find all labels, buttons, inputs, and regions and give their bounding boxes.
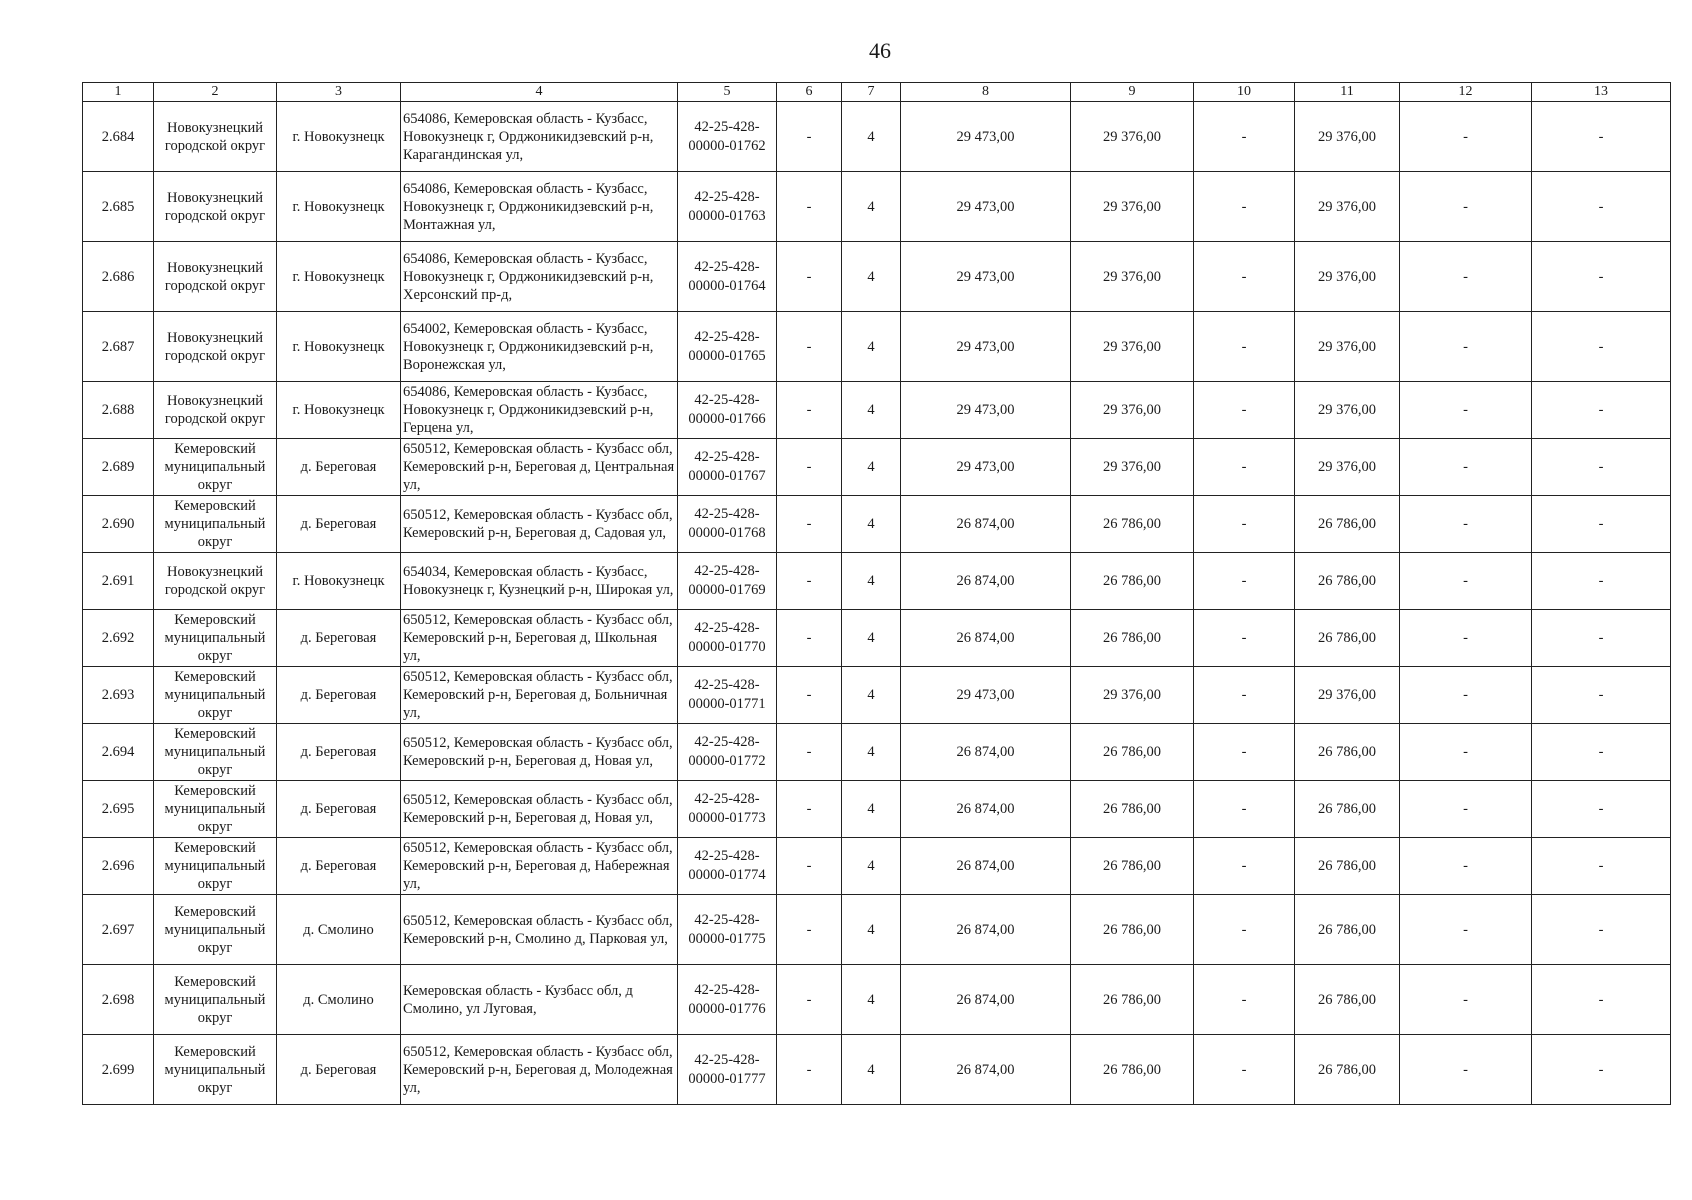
cell-col-8: 26 874,00 <box>901 895 1071 965</box>
cell-code: 42-25-428-00000-01763 <box>678 172 777 242</box>
cell-col-8: 26 874,00 <box>901 1035 1071 1105</box>
cell-district: Новокузнецкий городской округ <box>154 553 277 610</box>
cell-col-11: 26 786,00 <box>1295 724 1400 781</box>
cell-col-9: 29 376,00 <box>1071 172 1194 242</box>
cell-row-number: 2.696 <box>83 838 154 895</box>
cell-col-7: 4 <box>842 724 901 781</box>
cell-col-13: - <box>1532 724 1671 781</box>
cell-col-12: - <box>1400 838 1532 895</box>
registry-table <box>82 82 1671 1105</box>
cell-col-9: 26 786,00 <box>1071 724 1194 781</box>
cell-col-12: - <box>1400 102 1532 172</box>
cell-col-11: 26 786,00 <box>1295 553 1400 610</box>
cell-row-number: 2.684 <box>83 102 154 172</box>
page-number: 46 <box>869 38 891 63</box>
cell-col-8: 29 473,00 <box>901 172 1071 242</box>
cell-row-number: 2.699 <box>83 1035 154 1105</box>
cell-col-6: - <box>777 172 842 242</box>
table-row <box>83 382 1671 439</box>
cell-locality: г. Новокузнецк <box>277 172 401 242</box>
cell-col-8: 26 874,00 <box>901 724 1071 781</box>
cell-locality: г. Новокузнецк <box>277 242 401 312</box>
cell-locality: д. Смолино <box>277 895 401 965</box>
cell-col-11: 26 786,00 <box>1295 781 1400 838</box>
cell-col-10: - <box>1194 724 1295 781</box>
cell-col-12: - <box>1400 781 1532 838</box>
cell-col-13: - <box>1532 895 1671 965</box>
cell-col-9: 29 376,00 <box>1071 382 1194 439</box>
cell-col-10: - <box>1194 382 1295 439</box>
cell-col-6: - <box>777 102 842 172</box>
cell-district: Новокузнецкий городской округ <box>154 242 277 312</box>
cell-row-number: 2.690 <box>83 496 154 553</box>
cell-col-7: 4 <box>842 496 901 553</box>
cell-locality: г. Новокузнецк <box>277 382 401 439</box>
cell-row-number: 2.691 <box>83 553 154 610</box>
cell-col-10: - <box>1194 102 1295 172</box>
cell-col-6: - <box>777 838 842 895</box>
cell-address: 650512, Кемеровская область - Кузбасс обл, Кемеровский р-н, Береговая д, Больничная ул, <box>401 667 678 724</box>
cell-locality: д. Береговая <box>277 724 401 781</box>
cell-col-9: 26 786,00 <box>1071 965 1194 1035</box>
cell-col-6: - <box>777 382 842 439</box>
cell-col-8: 29 473,00 <box>901 242 1071 312</box>
cell-district: Кемеровский муниципальный округ <box>154 439 277 496</box>
table-row <box>83 439 1671 496</box>
cell-col-10: - <box>1194 838 1295 895</box>
cell-col-7: 4 <box>842 382 901 439</box>
cell-address: 654034, Кемеровская область - Кузбасс, Новокузнецк г, Кузнецкий р-н, Широкая ул, <box>401 553 678 610</box>
table-header <box>83 83 1671 102</box>
table-row <box>83 667 1671 724</box>
cell-col-6: - <box>777 895 842 965</box>
cell-col-8: 29 473,00 <box>901 382 1071 439</box>
cell-col-10: - <box>1194 667 1295 724</box>
cell-col-11: 29 376,00 <box>1295 439 1400 496</box>
cell-col-7: 4 <box>842 1035 901 1105</box>
table-row <box>83 965 1671 1035</box>
cell-col-11: 26 786,00 <box>1295 965 1400 1035</box>
cell-col-10: - <box>1194 242 1295 312</box>
cell-col-13: - <box>1532 838 1671 895</box>
column-header: 2 <box>154 83 277 102</box>
cell-col-10: - <box>1194 895 1295 965</box>
cell-col-9: 26 786,00 <box>1071 1035 1194 1105</box>
cell-col-13: - <box>1532 667 1671 724</box>
cell-col-13: - <box>1532 965 1671 1035</box>
cell-district: Новокузнецкий городской округ <box>154 172 277 242</box>
cell-code: 42-25-428-00000-01767 <box>678 439 777 496</box>
cell-row-number: 2.689 <box>83 439 154 496</box>
cell-col-9: 29 376,00 <box>1071 439 1194 496</box>
cell-col-10: - <box>1194 610 1295 667</box>
cell-code: 42-25-428-00000-01768 <box>678 496 777 553</box>
cell-col-6: - <box>777 439 842 496</box>
cell-col-13: - <box>1532 172 1671 242</box>
cell-row-number: 2.692 <box>83 610 154 667</box>
cell-row-number: 2.688 <box>83 382 154 439</box>
cell-code: 42-25-428-00000-01771 <box>678 667 777 724</box>
cell-address: 654086, Кемеровская область - Кузбасс, Новокузнецк г, Орджоникидзевский р-н, Герцена ул, <box>401 382 678 439</box>
cell-col-7: 4 <box>842 667 901 724</box>
table-row <box>83 312 1671 382</box>
cell-col-11: 29 376,00 <box>1295 312 1400 382</box>
table-row <box>83 496 1671 553</box>
cell-locality: д. Береговая <box>277 667 401 724</box>
cell-col-7: 4 <box>842 242 901 312</box>
cell-district: Кемеровский муниципальный округ <box>154 965 277 1035</box>
cell-col-13: - <box>1532 439 1671 496</box>
cell-code: 42-25-428-00000-01775 <box>678 895 777 965</box>
cell-row-number: 2.693 <box>83 667 154 724</box>
cell-col-8: 26 874,00 <box>901 781 1071 838</box>
cell-address: 654002, Кемеровская область - Кузбасс, Новокузнецк г, Орджоникидзевский р-н, Воронежская ул, <box>401 312 678 382</box>
cell-col-12: - <box>1400 312 1532 382</box>
cell-col-9: 26 786,00 <box>1071 781 1194 838</box>
cell-code: 42-25-428-00000-01769 <box>678 553 777 610</box>
cell-col-13: - <box>1532 312 1671 382</box>
column-header: 12 <box>1400 83 1532 102</box>
cell-col-7: 4 <box>842 965 901 1035</box>
cell-address: 650512, Кемеровская область - Кузбасс обл, Кемеровский р-н, Береговая д, Школьная ул, <box>401 610 678 667</box>
cell-col-12: - <box>1400 667 1532 724</box>
cell-col-6: - <box>777 312 842 382</box>
cell-row-number: 2.687 <box>83 312 154 382</box>
cell-district: Кемеровский муниципальный округ <box>154 667 277 724</box>
cell-col-10: - <box>1194 781 1295 838</box>
cell-col-7: 4 <box>842 895 901 965</box>
cell-col-6: - <box>777 496 842 553</box>
column-header: 8 <box>901 83 1071 102</box>
cell-col-13: - <box>1532 102 1671 172</box>
cell-col-10: - <box>1194 312 1295 382</box>
cell-col-10: - <box>1194 553 1295 610</box>
table-row <box>83 1035 1671 1105</box>
cell-col-11: 29 376,00 <box>1295 102 1400 172</box>
cell-col-11: 29 376,00 <box>1295 172 1400 242</box>
cell-row-number: 2.695 <box>83 781 154 838</box>
cell-col-10: - <box>1194 439 1295 496</box>
cell-col-12: - <box>1400 242 1532 312</box>
cell-col-12: - <box>1400 553 1532 610</box>
cell-row-number: 2.694 <box>83 724 154 781</box>
cell-col-8: 26 874,00 <box>901 610 1071 667</box>
cell-col-11: 26 786,00 <box>1295 895 1400 965</box>
cell-code: 42-25-428-00000-01770 <box>678 610 777 667</box>
cell-address: 654086, Кемеровская область - Кузбасс, Новокузнецк г, Орджоникидзевский р-н, Херсонский пр-д, <box>401 242 678 312</box>
table-body <box>83 102 1671 1105</box>
cell-locality: д. Береговая <box>277 1035 401 1105</box>
cell-district: Кемеровский муниципальный округ <box>154 496 277 553</box>
cell-col-12: - <box>1400 172 1532 242</box>
cell-col-13: - <box>1532 1035 1671 1105</box>
cell-col-11: 29 376,00 <box>1295 242 1400 312</box>
cell-col-10: - <box>1194 496 1295 553</box>
cell-address: 650512, Кемеровская область - Кузбасс обл, Кемеровский р-н, Береговая д, Новая ул, <box>401 724 678 781</box>
cell-col-6: - <box>777 667 842 724</box>
table-row <box>83 102 1671 172</box>
cell-district: Кемеровский муниципальный округ <box>154 781 277 838</box>
cell-col-12: - <box>1400 496 1532 553</box>
table-row <box>83 242 1671 312</box>
cell-col-11: 26 786,00 <box>1295 496 1400 553</box>
cell-locality: д. Береговая <box>277 781 401 838</box>
table-row <box>83 553 1671 610</box>
cell-col-13: - <box>1532 242 1671 312</box>
cell-locality: д. Береговая <box>277 610 401 667</box>
column-header: 9 <box>1071 83 1194 102</box>
cell-address: 654086, Кемеровская область - Кузбасс, Новокузнецк г, Орджоникидзевский р-н, Карагандинская ул, <box>401 102 678 172</box>
cell-col-6: - <box>777 724 842 781</box>
cell-col-6: - <box>777 610 842 667</box>
column-header: 7 <box>842 83 901 102</box>
cell-col-10: - <box>1194 965 1295 1035</box>
cell-col-8: 29 473,00 <box>901 667 1071 724</box>
cell-col-9: 29 376,00 <box>1071 667 1194 724</box>
cell-code: 42-25-428-00000-01764 <box>678 242 777 312</box>
cell-district: Новокузнецкий городской округ <box>154 312 277 382</box>
cell-locality: г. Новокузнецк <box>277 102 401 172</box>
cell-locality: д. Береговая <box>277 496 401 553</box>
cell-col-6: - <box>777 781 842 838</box>
cell-code: 42-25-428-00000-01773 <box>678 781 777 838</box>
cell-code: 42-25-428-00000-01777 <box>678 1035 777 1105</box>
cell-address: 650512, Кемеровская область - Кузбасс обл, Кемеровский р-н, Береговая д, Молодежная ул, <box>401 1035 678 1105</box>
table-row <box>83 895 1671 965</box>
cell-locality: д. Смолино <box>277 965 401 1035</box>
column-header: 4 <box>401 83 678 102</box>
cell-code: 42-25-428-00000-01765 <box>678 312 777 382</box>
cell-col-6: - <box>777 965 842 1035</box>
cell-col-9: 26 786,00 <box>1071 895 1194 965</box>
cell-col-9: 29 376,00 <box>1071 312 1194 382</box>
cell-col-13: - <box>1532 382 1671 439</box>
table-row <box>83 610 1671 667</box>
cell-address: 650512, Кемеровская область - Кузбасс обл, Кемеровский р-н, Смолино д, Парковая ул, <box>401 895 678 965</box>
cell-col-7: 4 <box>842 439 901 496</box>
cell-district: Новокузнецкий городской округ <box>154 102 277 172</box>
cell-address: 650512, Кемеровская область - Кузбасс обл, Кемеровский р-н, Береговая д, Центральная ул, <box>401 439 678 496</box>
cell-col-12: - <box>1400 724 1532 781</box>
cell-col-13: - <box>1532 553 1671 610</box>
table-row <box>83 838 1671 895</box>
cell-col-8: 29 473,00 <box>901 439 1071 496</box>
cell-col-11: 26 786,00 <box>1295 610 1400 667</box>
cell-row-number: 2.685 <box>83 172 154 242</box>
cell-col-11: 26 786,00 <box>1295 1035 1400 1105</box>
cell-col-7: 4 <box>842 610 901 667</box>
cell-col-7: 4 <box>842 312 901 382</box>
cell-col-8: 26 874,00 <box>901 965 1071 1035</box>
cell-col-9: 26 786,00 <box>1071 610 1194 667</box>
cell-col-7: 4 <box>842 781 901 838</box>
table-row <box>83 724 1671 781</box>
cell-locality: г. Новокузнецк <box>277 553 401 610</box>
cell-col-9: 26 786,00 <box>1071 496 1194 553</box>
cell-col-7: 4 <box>842 102 901 172</box>
cell-col-12: - <box>1400 439 1532 496</box>
cell-col-12: - <box>1400 610 1532 667</box>
cell-address: 650512, Кемеровская область - Кузбасс обл, Кемеровский р-н, Береговая д, Садовая ул, <box>401 496 678 553</box>
table-row <box>83 781 1671 838</box>
cell-col-7: 4 <box>842 838 901 895</box>
cell-row-number: 2.697 <box>83 895 154 965</box>
cell-col-12: - <box>1400 965 1532 1035</box>
cell-col-8: 26 874,00 <box>901 553 1071 610</box>
column-header: 11 <box>1295 83 1400 102</box>
cell-col-12: - <box>1400 1035 1532 1105</box>
cell-col-9: 26 786,00 <box>1071 838 1194 895</box>
cell-col-7: 4 <box>842 172 901 242</box>
cell-code: 42-25-428-00000-01772 <box>678 724 777 781</box>
cell-code: 42-25-428-00000-01762 <box>678 102 777 172</box>
cell-address: 654086, Кемеровская область - Кузбасс, Новокузнецк г, Орджоникидзевский р-н, Монтажная ул, <box>401 172 678 242</box>
cell-row-number: 2.686 <box>83 242 154 312</box>
column-header: 5 <box>678 83 777 102</box>
cell-col-8: 26 874,00 <box>901 838 1071 895</box>
cell-locality: д. Береговая <box>277 838 401 895</box>
cell-col-7: 4 <box>842 553 901 610</box>
cell-col-13: - <box>1532 610 1671 667</box>
cell-col-11: 29 376,00 <box>1295 667 1400 724</box>
header-row <box>83 83 1671 102</box>
cell-district: Новокузнецкий городской округ <box>154 382 277 439</box>
column-header: 6 <box>777 83 842 102</box>
cell-district: Кемеровский муниципальный округ <box>154 1035 277 1105</box>
column-header: 13 <box>1532 83 1671 102</box>
cell-col-12: - <box>1400 895 1532 965</box>
cell-col-12: - <box>1400 382 1532 439</box>
cell-col-13: - <box>1532 781 1671 838</box>
cell-district: Кемеровский муниципальный округ <box>154 895 277 965</box>
cell-locality: г. Новокузнецк <box>277 312 401 382</box>
cell-col-8: 29 473,00 <box>901 102 1071 172</box>
cell-col-9: 26 786,00 <box>1071 553 1194 610</box>
cell-col-6: - <box>777 553 842 610</box>
column-header: 3 <box>277 83 401 102</box>
cell-district: Кемеровский муниципальный округ <box>154 610 277 667</box>
cell-col-11: 26 786,00 <box>1295 838 1400 895</box>
column-header: 10 <box>1194 83 1295 102</box>
cell-col-10: - <box>1194 172 1295 242</box>
cell-col-11: 29 376,00 <box>1295 382 1400 439</box>
cell-code: 42-25-428-00000-01774 <box>678 838 777 895</box>
cell-row-number: 2.698 <box>83 965 154 1035</box>
cell-district: Кемеровский муниципальный округ <box>154 838 277 895</box>
cell-col-6: - <box>777 242 842 312</box>
cell-address: 650512, Кемеровская область - Кузбасс обл, Кемеровский р-н, Береговая д, Новая ул, <box>401 781 678 838</box>
cell-code: 42-25-428-00000-01776 <box>678 965 777 1035</box>
cell-col-10: - <box>1194 1035 1295 1105</box>
column-header: 1 <box>83 83 154 102</box>
cell-col-13: - <box>1532 496 1671 553</box>
cell-address: Кемеровская область - Кузбасс обл, д Смолино, ул Луговая, <box>401 965 678 1035</box>
cell-col-8: 29 473,00 <box>901 312 1071 382</box>
cell-col-8: 26 874,00 <box>901 496 1071 553</box>
cell-district: Кемеровский муниципальный округ <box>154 724 277 781</box>
cell-col-9: 29 376,00 <box>1071 102 1194 172</box>
cell-locality: д. Береговая <box>277 439 401 496</box>
table-row <box>83 172 1671 242</box>
cell-code: 42-25-428-00000-01766 <box>678 382 777 439</box>
cell-col-6: - <box>777 1035 842 1105</box>
cell-address: 650512, Кемеровская область - Кузбасс обл, Кемеровский р-н, Береговая д, Набережная ул, <box>401 838 678 895</box>
cell-col-9: 29 376,00 <box>1071 242 1194 312</box>
